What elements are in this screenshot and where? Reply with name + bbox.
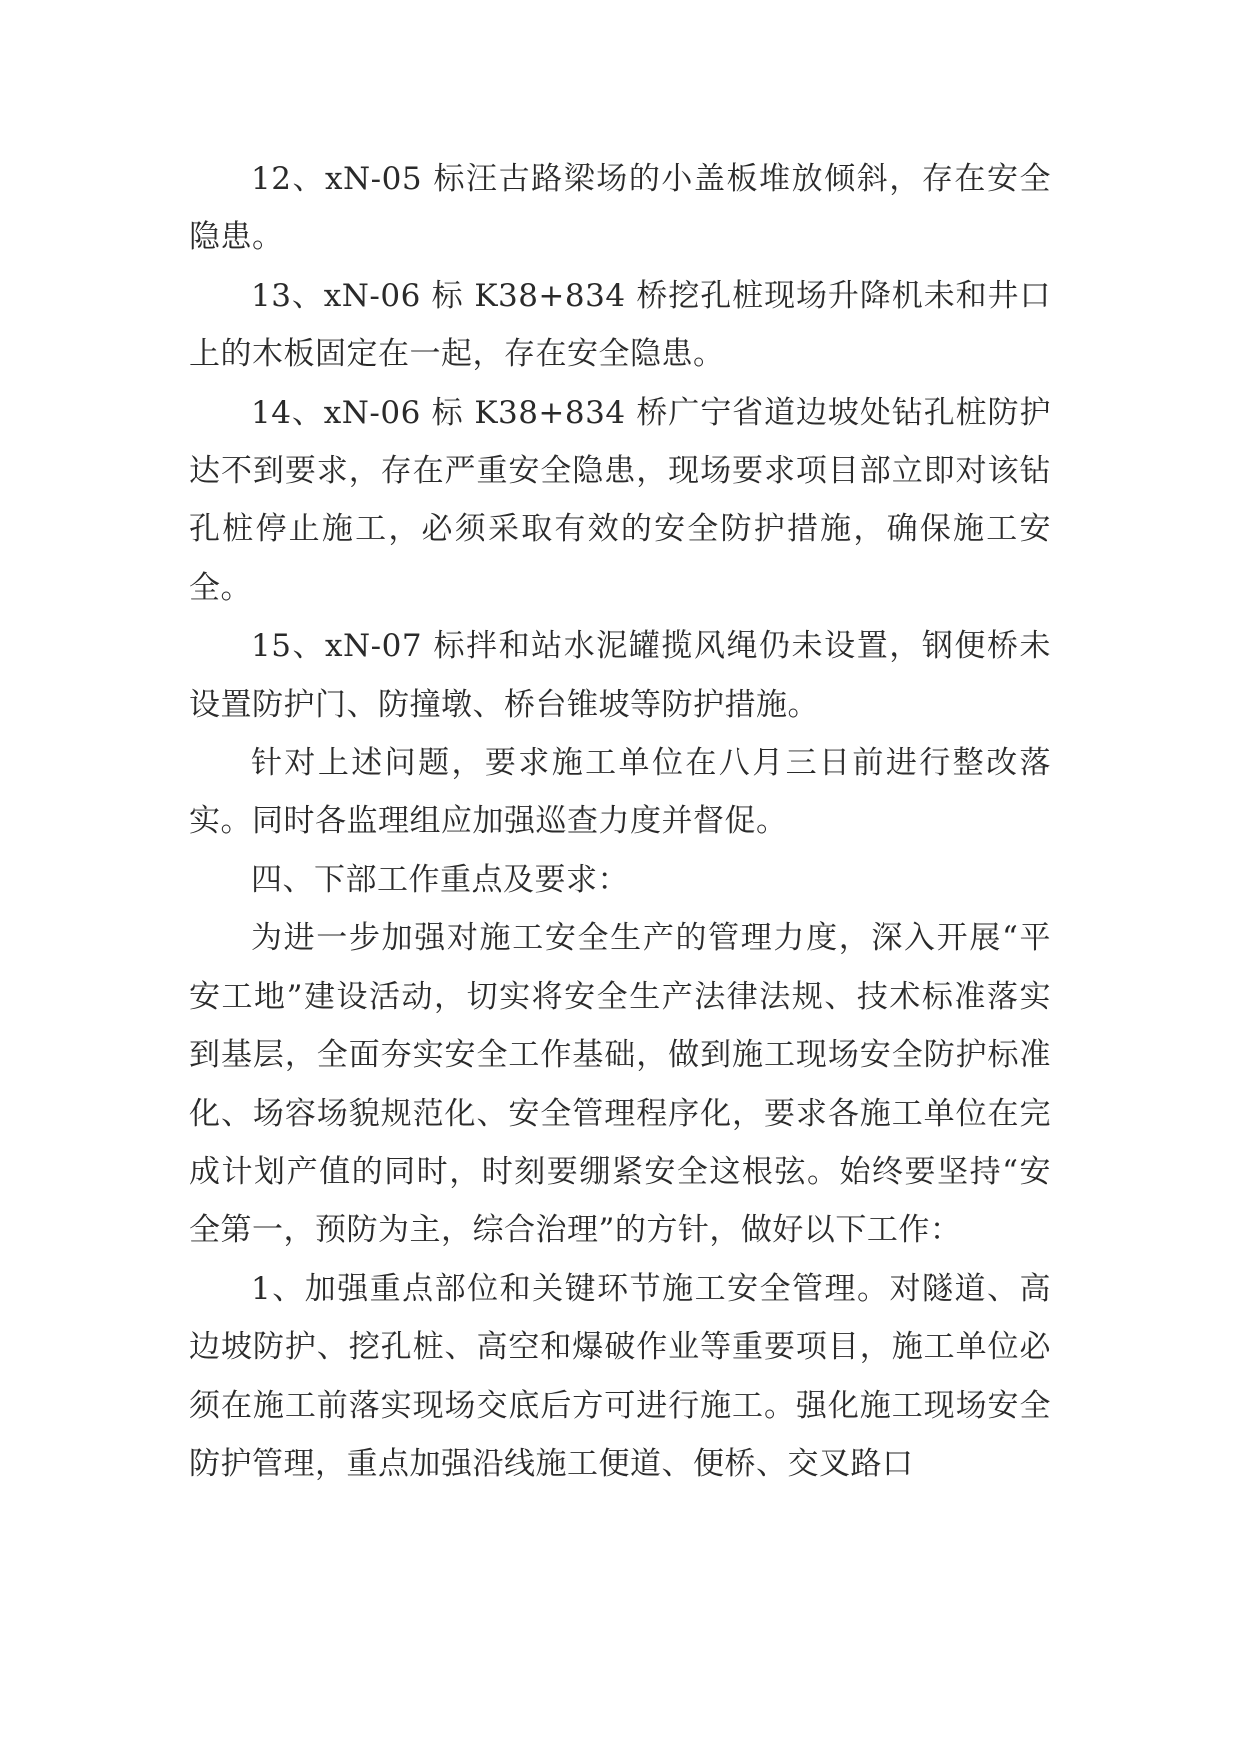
document-body — [189, 150, 1051, 1493]
paragraph-item-12: 12、xN-05 标汪古路梁场的小盖板堆放倾斜，存在安全隐患。 — [189, 161, 1051, 256]
paragraph-item-14: 14、xN-06 标 K38+834 桥广宁省道边坡处钻孔桩防护达不到要求，存在严重安全隐患，现场要求项目部立即对该钻孔桩停止施工，必须采取有效的安全防护措施，确保施工安全。 — [189, 394, 1051, 606]
paragraph-item-13: 13、xN-06 标 K38+834 桥挖孔桩现场升降机未和井口上的木板固定在一起，存在安全隐患。 — [189, 277, 1051, 373]
paragraph-item-15: 15、xN-07 标拌和站水泥罐揽风绳仍未设置，钢便桥未设置防护门、防撞墩、桥台锥坡等防护措施。 — [189, 628, 1051, 723]
section-heading-next-steps: 四、下部工作重点及要求： — [251, 861, 629, 898]
paragraph-item-1-key-areas: 1、加强重点部位和关键环节施工安全管理。对隧道、高边坡防护、挖孔桩、高空和爆破作业等重要项目，施工单位必须在施工前落实现场交底后方可进行施工。强化施工现场安全防护管理，重点加强沿线施工便道、便桥、交叉路口 — [189, 1270, 1051, 1482]
paragraph-rectification-request: 针对上述问题，要求施工单位在八月三日前进行整改落实。同时各监理组应加强巡查力度并督促。 — [189, 745, 1051, 840]
paragraph-next-steps-intro: 为进一步加强对施工安全生产的管理力度，深入开展“平安工地”建设活动，切实将安全生产法律法规、技术标准落实到基层，全面夯实安全工作基础，做到施工现场安全防护标准化、场容场貌规范化、安全管理程序化，要求各施工单位在完成计划产值的同时，时刻要绷紧安全这根弦。始终要坚持“安全第一，预防为主，综合治理”的方针，做好以下工作： — [189, 920, 1051, 1249]
